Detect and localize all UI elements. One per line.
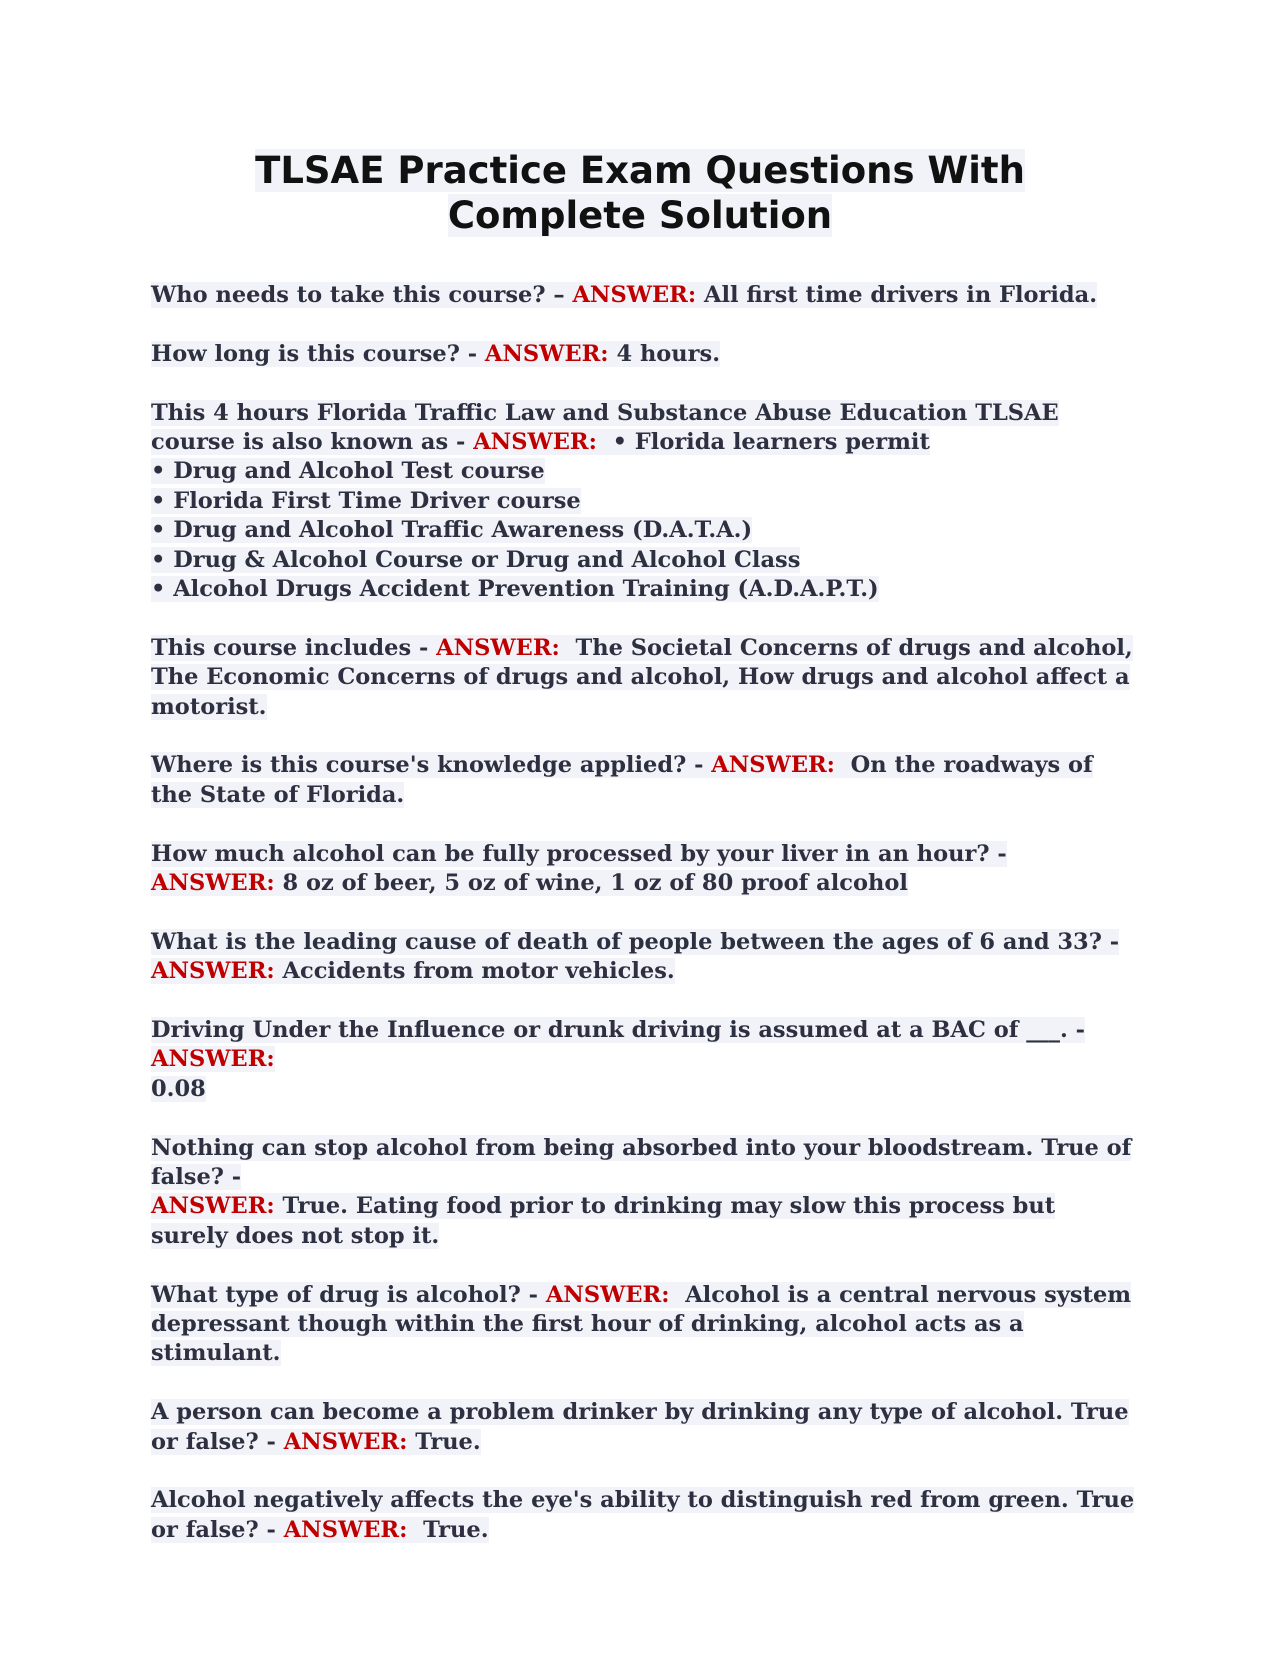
question-text: What type of drug is alcohol? - bbox=[151, 1281, 538, 1308]
document-title bbox=[150, 148, 1130, 238]
answer-label: ANSWER: bbox=[151, 870, 275, 897]
answer-text: All first time drivers in Florida. bbox=[704, 282, 1098, 308]
answer-text: The Societal Concerns of drugs and alcohol, The Economic Concerns of drugs and alcohol, How drugs and alcohol affect a motorist. bbox=[151, 634, 1133, 720]
list-item bbox=[151, 575, 1136, 604]
bullet-text: • Drug and Alcohol Traffic Awareness (D.A.T.A.) bbox=[151, 517, 753, 544]
answer-label: ANSWER: bbox=[283, 1428, 408, 1455]
answer-text: Accidents from motor vehicles. bbox=[282, 958, 675, 985]
question-text: How much alcohol can be fully processed by your liver in an hour? - bbox=[151, 840, 1007, 867]
bullet-text: • Alcohol Drugs Accident Prevention Training (A.D.A.P.T.) bbox=[151, 576, 879, 603]
answer-label: ANSWER: bbox=[572, 282, 697, 308]
qa-list bbox=[151, 281, 1136, 1575]
question-text: This course includes - bbox=[151, 634, 429, 661]
qa-item-8 bbox=[151, 1016, 1136, 1104]
answer-text: • Florida learners permit bbox=[612, 429, 930, 455]
qa-item-5 bbox=[151, 751, 1136, 810]
answer-text: True. bbox=[415, 1428, 481, 1455]
question-text: What is the leading cause of death of people between the ages of 6 and 33? - bbox=[151, 928, 1120, 955]
answer-text: On the roadways of the State of Florida. bbox=[151, 752, 1093, 808]
answer-label: ANSWER: bbox=[283, 1516, 408, 1543]
bullet-text: • Drug and Alcohol Test course bbox=[151, 458, 545, 485]
qa-item-12 bbox=[151, 1486, 1136, 1545]
qa-item-2 bbox=[151, 340, 1136, 369]
answer-label: ANSWER: bbox=[545, 1281, 670, 1308]
qa-item-4 bbox=[151, 634, 1136, 722]
answer-text: True. bbox=[423, 1516, 489, 1543]
question-text: Nothing can stop alcohol from being absorbed into your bloodstream. True of false? - bbox=[151, 1134, 1132, 1191]
answer-text: Alcohol is a central nervous system depressant though within the first hour of drinking, alcohol acts as a stimulant. bbox=[151, 1281, 1132, 1367]
qa-item-10 bbox=[151, 1281, 1136, 1369]
question-text: This 4 hours Florida Traffic Law and Substance Abuse Education TLSAE course is also known as - bbox=[151, 399, 1059, 455]
qa-item-6 bbox=[151, 840, 1136, 899]
question-text: How long is this course? - bbox=[151, 340, 478, 367]
bullet-text: • Drug & Alcohol Course or Drug and Alcohol Class bbox=[151, 546, 801, 573]
question-text: A person can become a problem drinker by drinking any type of alcohol. True or false? - bbox=[151, 1399, 1129, 1455]
answer-label: ANSWER: bbox=[473, 429, 597, 455]
title-line-2: Complete Solution bbox=[447, 194, 833, 237]
list-item bbox=[151, 457, 1136, 486]
list-item bbox=[151, 516, 1136, 545]
bullet-text: • Florida First Time Driver course bbox=[151, 487, 581, 514]
answer-label: ANSWER: bbox=[711, 752, 835, 779]
answer-label: ANSWER: bbox=[484, 340, 609, 367]
qa-item-11 bbox=[151, 1398, 1136, 1457]
answer-text: 4 hours. bbox=[616, 340, 721, 367]
question-text: Who needs to take this course? – bbox=[151, 282, 565, 308]
answer-text: 8 oz of beer, 5 oz of wine, 1 oz of 80 proof alcohol bbox=[282, 870, 908, 897]
answer-text: True. Eating food prior to drinking may slow this process but surely does not stop it. bbox=[151, 1193, 1056, 1249]
qa-item-7 bbox=[151, 928, 1136, 987]
qa-item-9 bbox=[151, 1134, 1136, 1252]
list-item bbox=[151, 546, 1136, 575]
answer-label: ANSWER: bbox=[151, 1046, 275, 1073]
answer-label: ANSWER: bbox=[151, 958, 275, 985]
qa-item-3 bbox=[151, 399, 1136, 605]
question-text: Alcohol negatively affects the eye's ability to distinguish red from green. True or false? - bbox=[151, 1487, 1135, 1543]
question-text: Where is this course's knowledge applied? - bbox=[151, 752, 704, 779]
answer-label: ANSWER: bbox=[436, 634, 560, 661]
question-text: Driving Under the Influence or drunk driving is assumed at a BAC of ___. - bbox=[151, 1017, 1086, 1044]
title-line-1: TLSAE Practice Exam Questions With bbox=[255, 149, 1025, 192]
qa-item-1 bbox=[151, 281, 1136, 310]
answer-text: 0.08 bbox=[151, 1075, 206, 1102]
answer-label: ANSWER: bbox=[151, 1193, 275, 1220]
list-item bbox=[151, 487, 1136, 516]
